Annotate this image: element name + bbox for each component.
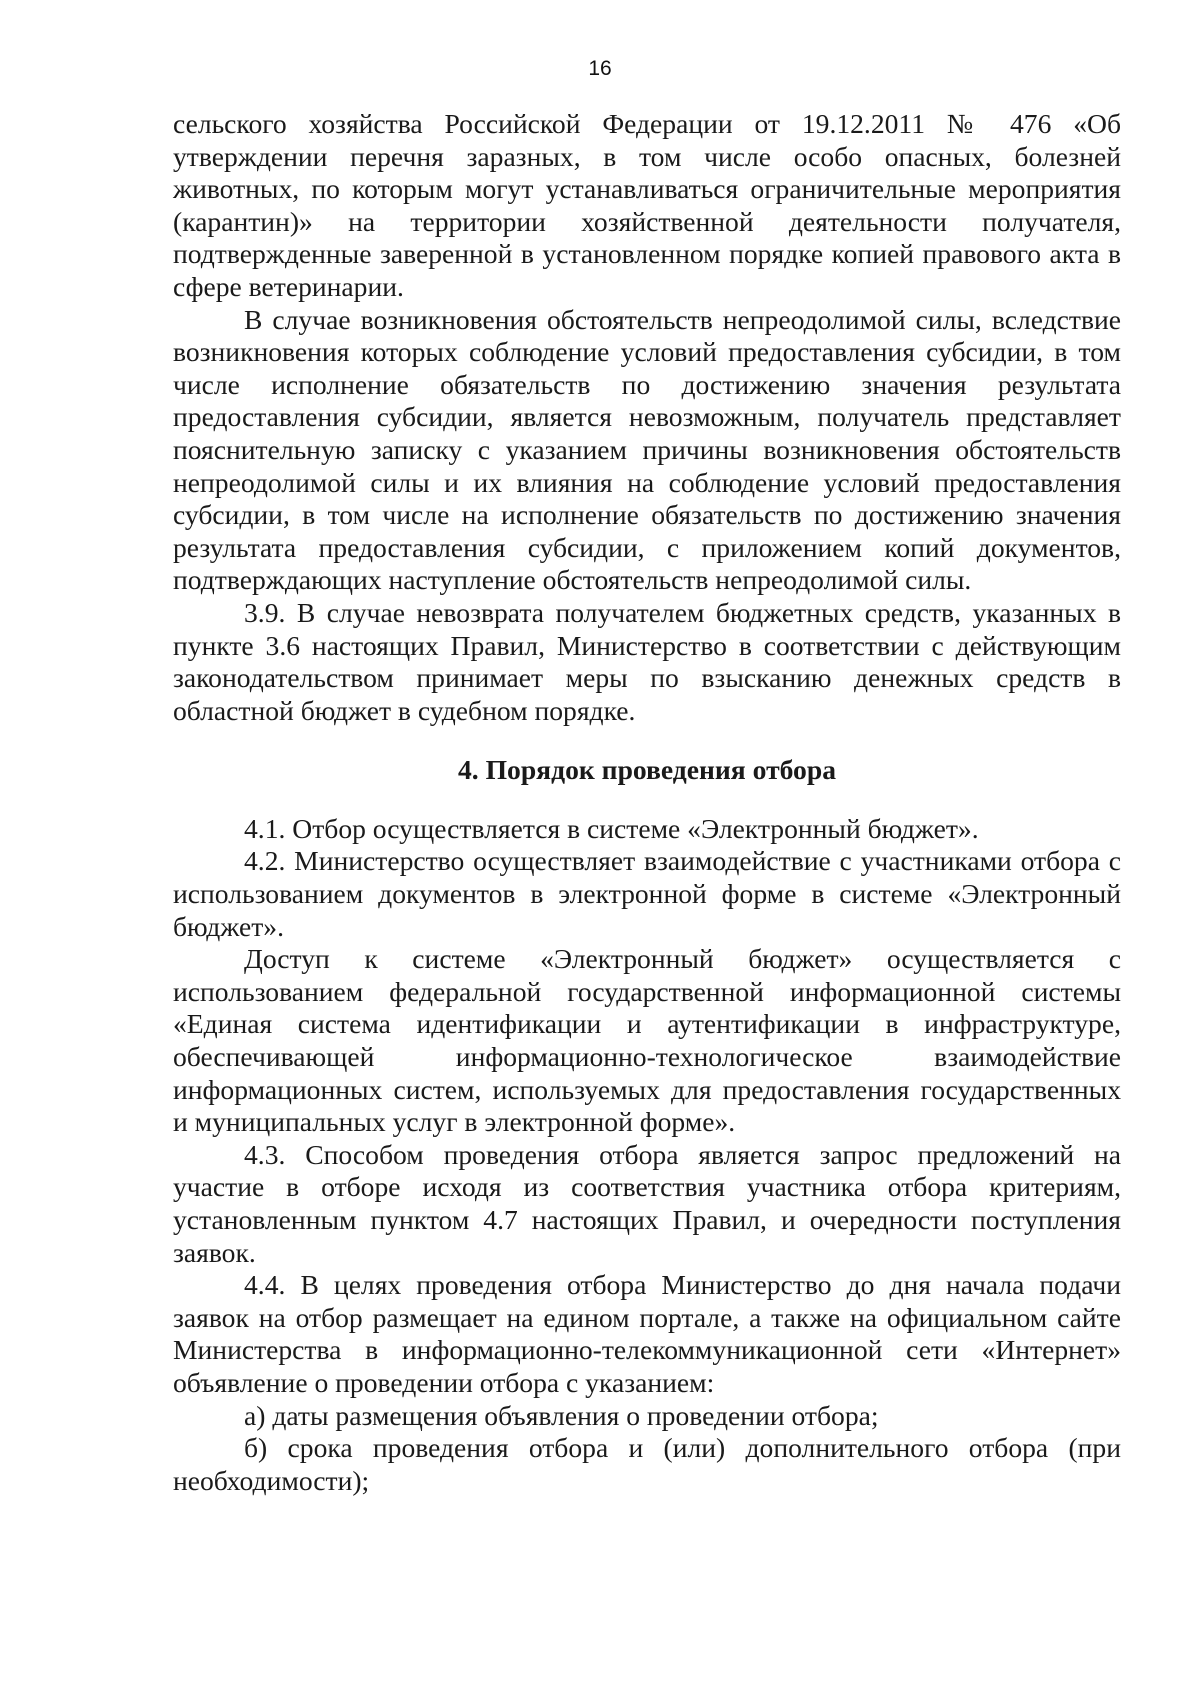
paragraph-4-4: 4.4. В целях проведения отбора Министерство до дня начала подачи заявок на отбор размещает на едином портале, а также на официальном сайте Министерства в информационно-телекоммуникационной сети «Интернет» объявление о проведении отбора с указанием: xyxy=(173,1269,1121,1398)
section-heading: 4. Порядок проведения отбора xyxy=(457,754,836,786)
paragraph-3-9: 3.9. В случае невозврата получателем бюджетных средств, указанных в пункте 3.6 настоящих Правил, Министерство в соответствии с действующим законодательством принимает меры по взысканию денежных средств в областной бюджет в судебном порядке. xyxy=(173,596,1121,726)
paragraph-4-2: 4.2. Министерство осуществляет взаимодействие с участниками отбора с использованием документов в электронной форме в системе «Электронный бюджет». xyxy=(173,845,1121,942)
list-item-a: а) даты размещения объявления о проведении отбора; xyxy=(244,1399,879,1431)
paragraph-force-majeure: В случае возникновения обстоятельств непреодолимой силы, вследствие возникновения которых соблюдение условий предоставления субсидии, в том числе исполнение обязательств по достижению значения результата предоставления субсидии, является невозможным, получатель представляет пояснительную записку с указанием причины возникновения обстоятельств непреодолимой силы и их влияния на соблюдение условий предоставления субсидии, в том числе на исполнение обязательств по достижению значения результата предоставления субсидии, с приложением копий документов, подтверждающих наступление обстоятельств непреодолимой силы. xyxy=(173,303,1121,596)
page-number: 16 xyxy=(588,57,612,80)
document-body xyxy=(173,108,1121,1497)
paragraph-4-1: 4.1. Отбор осуществляется в системе «Электронный бюджет». xyxy=(244,812,979,844)
list-item-b: б) срока проведения отбора и (или) дополнительного отбора (при необходимости); xyxy=(173,1432,1121,1496)
paragraph-continuation: сельского хозяйства Российской Федерации от 19.12.2011 № 476 «Об утверждении перечня заразных, в том числе особо опасных, болезней животных, по которым могут устанавливаться ограничительные мероприятия (карантин)» на территории хозяйственной деятельности получателя, подтвержденные заверенной в установленном порядке копией правового акта в сфере ветеринарии. xyxy=(173,108,1121,302)
paragraph-access: Доступ к системе «Электронный бюджет» осуществляется с использованием федеральной государственной информационной системы «Единая система идентификации и аутентификации в инфраструктуре, обеспечивающей информационно-технологическое взаимодействие информационных систем, используемых для предоставления государственных и муниципальных услуг в электронной форме». xyxy=(173,943,1121,1138)
paragraph-4-3: 4.3. Способом проведения отбора является запрос предложений на участие в отборе исходя из соответствия участника отбора критериям, установленным пунктом 4.7 настоящих Правил, и очередности поступления заявок. xyxy=(173,1138,1121,1268)
